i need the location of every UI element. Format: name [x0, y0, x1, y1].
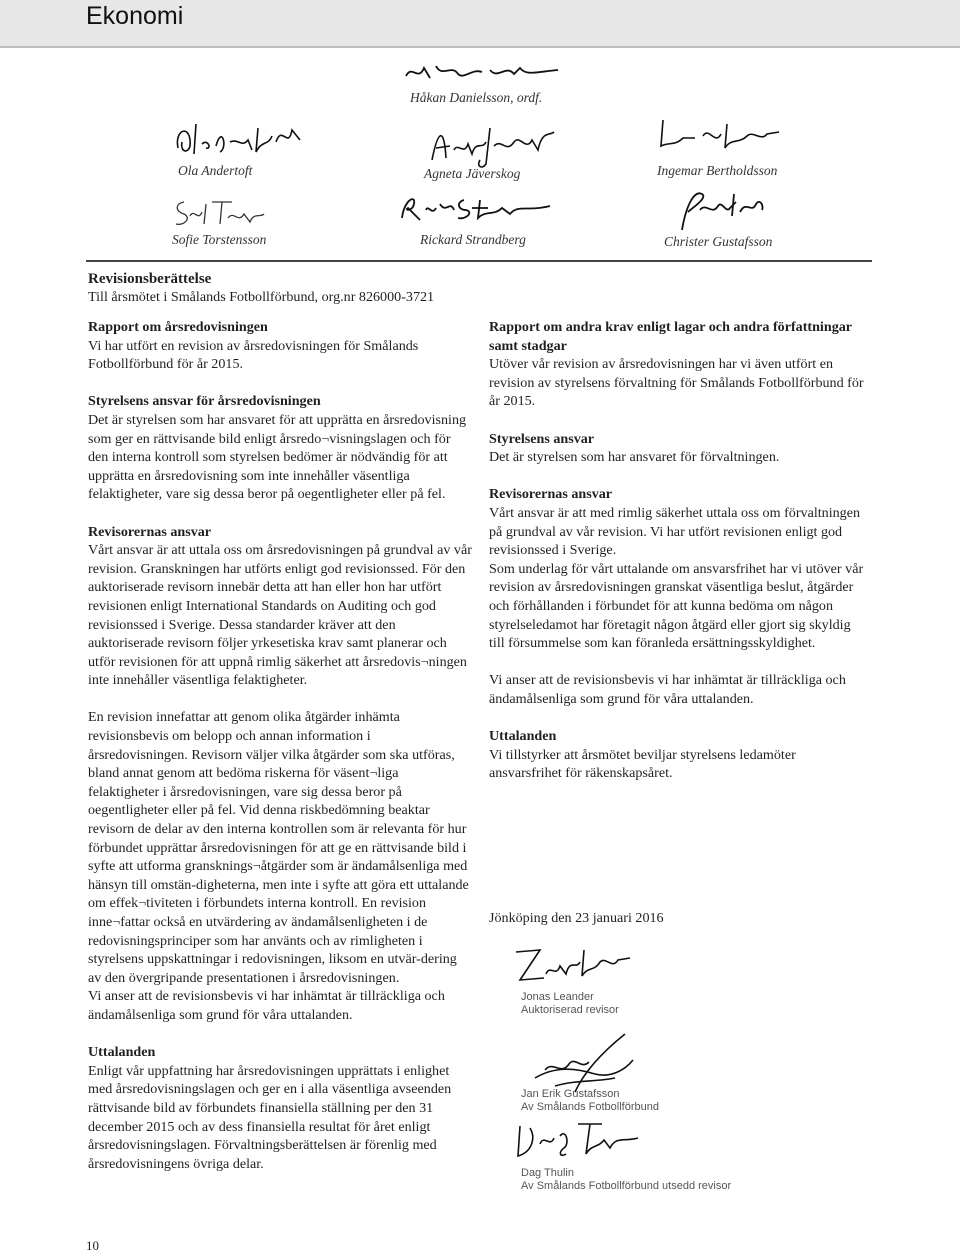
auditor-role: Auktoriserad revisor	[521, 1004, 619, 1016]
heading-andra-krav: Rapport om andra krav enligt lagar och andra författningar samt stadgar	[489, 319, 852, 354]
heading-uttalanden: Uttalanden	[489, 728, 557, 745]
report-title-block	[88, 270, 434, 306]
page-header	[0, 0, 960, 46]
signature-name: Sofie Torstensson	[172, 232, 267, 247]
paragraph: Vårt ansvar är att med rimlig säkerhet uttala oss om förvaltningen på grundval av vår revision. Vi har utfört revisionen enligt god revisionssed i Sverige.	[489, 504, 861, 559]
auditor-3	[521, 1167, 731, 1193]
signature-andertoft	[172, 118, 307, 164]
paragraph: Utöver vår revision av årsredovisningen har vi även utfört en revision av styrelsens förvaltning för Smålands Fotbollförbund för år 2015.	[489, 356, 864, 410]
paragraph: Det är styrelsen som har ansvaret för att upprätta en årsredovisning som ger en rättvisande bild enligt årsredo¬visningslagen och för den interna kontroll som styrelsen bedömer är nödvändig för att upprätta en årsredovisning som inte innehåller väsentliga felaktigheter, vare sig dessa beror på oegentligheter eller på fel.	[88, 411, 467, 503]
signature-strandberg	[398, 190, 553, 226]
auditor-2	[521, 1088, 659, 1114]
signature-name: Rickard Strandberg	[420, 232, 526, 247]
place-date-text: Jönköping den 23 januari 2016	[489, 910, 664, 926]
paragraph: Det är styrelsen som har ansvaret för förvaltningen.	[489, 449, 780, 466]
place-date	[489, 909, 869, 928]
header-divider	[0, 46, 960, 48]
section-divider	[86, 260, 872, 262]
paragraph: Enligt vår uppfattning har årsredovisningen upprättats i enlighet med årsredovisningslagen och ger en i alla väsentliga avseenden rättvisande bild av förbundets finansiella ställning per den 31 december 2015 och av dess finansiella resultat för året enligt årsredovisningslagen. Förvaltningsberättelsen är förenlig med årsredovisningens övriga delar.	[88, 1062, 452, 1172]
heading-revisorernas-ansvar: Revisorernas ansvar	[489, 486, 613, 503]
signature-name: Ola Andertoft	[178, 163, 253, 178]
paragraph: Vi har utfört en revision av årsredovisningen för Smålands Fotbollförbund för år 2015.	[88, 337, 419, 373]
right-column	[489, 318, 869, 783]
signature-gustafsson	[672, 186, 767, 232]
heading-styrelsens-ansvar: Styrelsens ansvar	[489, 430, 595, 447]
signature-bertholdsson	[655, 116, 785, 158]
heading-rapport-arsredovisning: Rapport om årsredovisningen	[88, 319, 268, 335]
paragraph: Vi tillstyrker att årsmötet beviljar styrelsens ledamöter ansvarsfrihet för räkenskapsåret.	[489, 746, 796, 782]
signature-torstensson	[172, 196, 267, 228]
signature-danielsson	[402, 58, 562, 88]
auditor-name: Jonas Leander	[521, 991, 594, 1003]
heading-revisorernas-ansvar: Revisorernas ansvar	[88, 523, 212, 540]
heading-uttalanden: Uttalanden	[88, 1044, 156, 1061]
paragraph: Vi anser att de revisionsbevis vi har inhämtat är tillräckliga och ändamålsenliga som grund för våra uttalanden.	[88, 988, 445, 1023]
auditor-name: Dag Thulin	[521, 1167, 574, 1179]
heading-styrelsens-ansvar: Styrelsens ansvar för årsredovisningen	[88, 393, 321, 410]
signature-leander	[510, 944, 635, 990]
signature-name: Christer Gustafsson	[664, 234, 773, 249]
signature-thulin	[512, 1118, 642, 1162]
report-subtitle: Till årsmötet i Smålands Fotbollförbund, org.nr 826000-3721	[88, 289, 435, 305]
report-title: Revisionsberättelse	[88, 271, 212, 287]
paragraph: Som underlag för vårt uttalande om ansvarsfrihet har vi utöver vår revision av årsredovisningen granskat väsentliga beslut, åtgärder och förhållanden i förbundet för att kunna bedöma om någon styrelseledamot har företagit någon åtgärd eller gjort sig skyldig till försummelse som kan föranleda ersättningsskyldighet.	[489, 560, 864, 652]
signature-javerskog	[424, 120, 559, 172]
signature-name: Håkan Danielsson, ordf.	[410, 90, 543, 105]
paragraph: En revision innefattar att genom olika åtgärder inhämta revisionsbevis om belopp och annan information i årsredovisningen. Revisorn väljer vilka åtgärder som ska utföras, bland annat genom att bedöma riskerna för väsent¬liga felaktigheter i årsredovisningen, vare sig dessa beror på oegentligheter eller på fel. Vid denna riskbedömning beaktar revisorn de delar av den interna kontrollen som är relevanta för hur förbundet upprättar årsredovisningen för att ge en rättvisande bild i syfte att utforma gransknings¬åtgärder som är ändamålsenliga med hänsyn till omstän-digheterna, men inte i syfte att göra ett uttalande om effek¬tiviteten i förbundets interna kontroll. En revision inne¬fattar också en utvärdering av ändamålsenligheten i de redovisningsprinciper som har använts och av rimligheten i styrelsens uppskattningar i redovisningen, liksom en utvär-dering av den övergripande presentationen i årsredovisningen.	[88, 709, 469, 986]
left-column	[88, 318, 472, 1173]
auditor-1	[521, 991, 619, 1017]
signature-name: Ingemar Bertholdsson	[657, 163, 778, 178]
section-title: Ekonomi	[86, 2, 184, 30]
auditor-role: Av Smålands Fotbollförbund	[521, 1101, 659, 1113]
paragraph: Vårt ansvar är att uttala oss om årsredovisningen på grundval av vår revision. Granskningen har utförts enligt god revisionssed. För den auktoriserade revisorn innebär detta att han eller hon har utfört revisionen enligt International Standards on Auditing och god revisionssed i Sverige. Dessa standarder kräver att den auktoriserade revisorn följer yrkesetiska krav samt planerar och utför revisionen för att uppnå rimlig säkerhet att årsredovis¬ningen inte innehåller väsentliga felaktigheter.	[88, 542, 472, 689]
auditor-role: Av Smålands Fotbollförbund utsedd revisor	[521, 1180, 732, 1192]
paragraph: Vi anser att de revisionsbevis vi har inhämtat är tillräckliga och ändamålsenliga som grund för våra uttalanden.	[489, 672, 846, 707]
signature-name: Agneta Jäverskog	[424, 166, 521, 181]
auditor-name: Jan Erik Gustafsson	[521, 1088, 620, 1100]
page-number: 10	[86, 1238, 99, 1253]
